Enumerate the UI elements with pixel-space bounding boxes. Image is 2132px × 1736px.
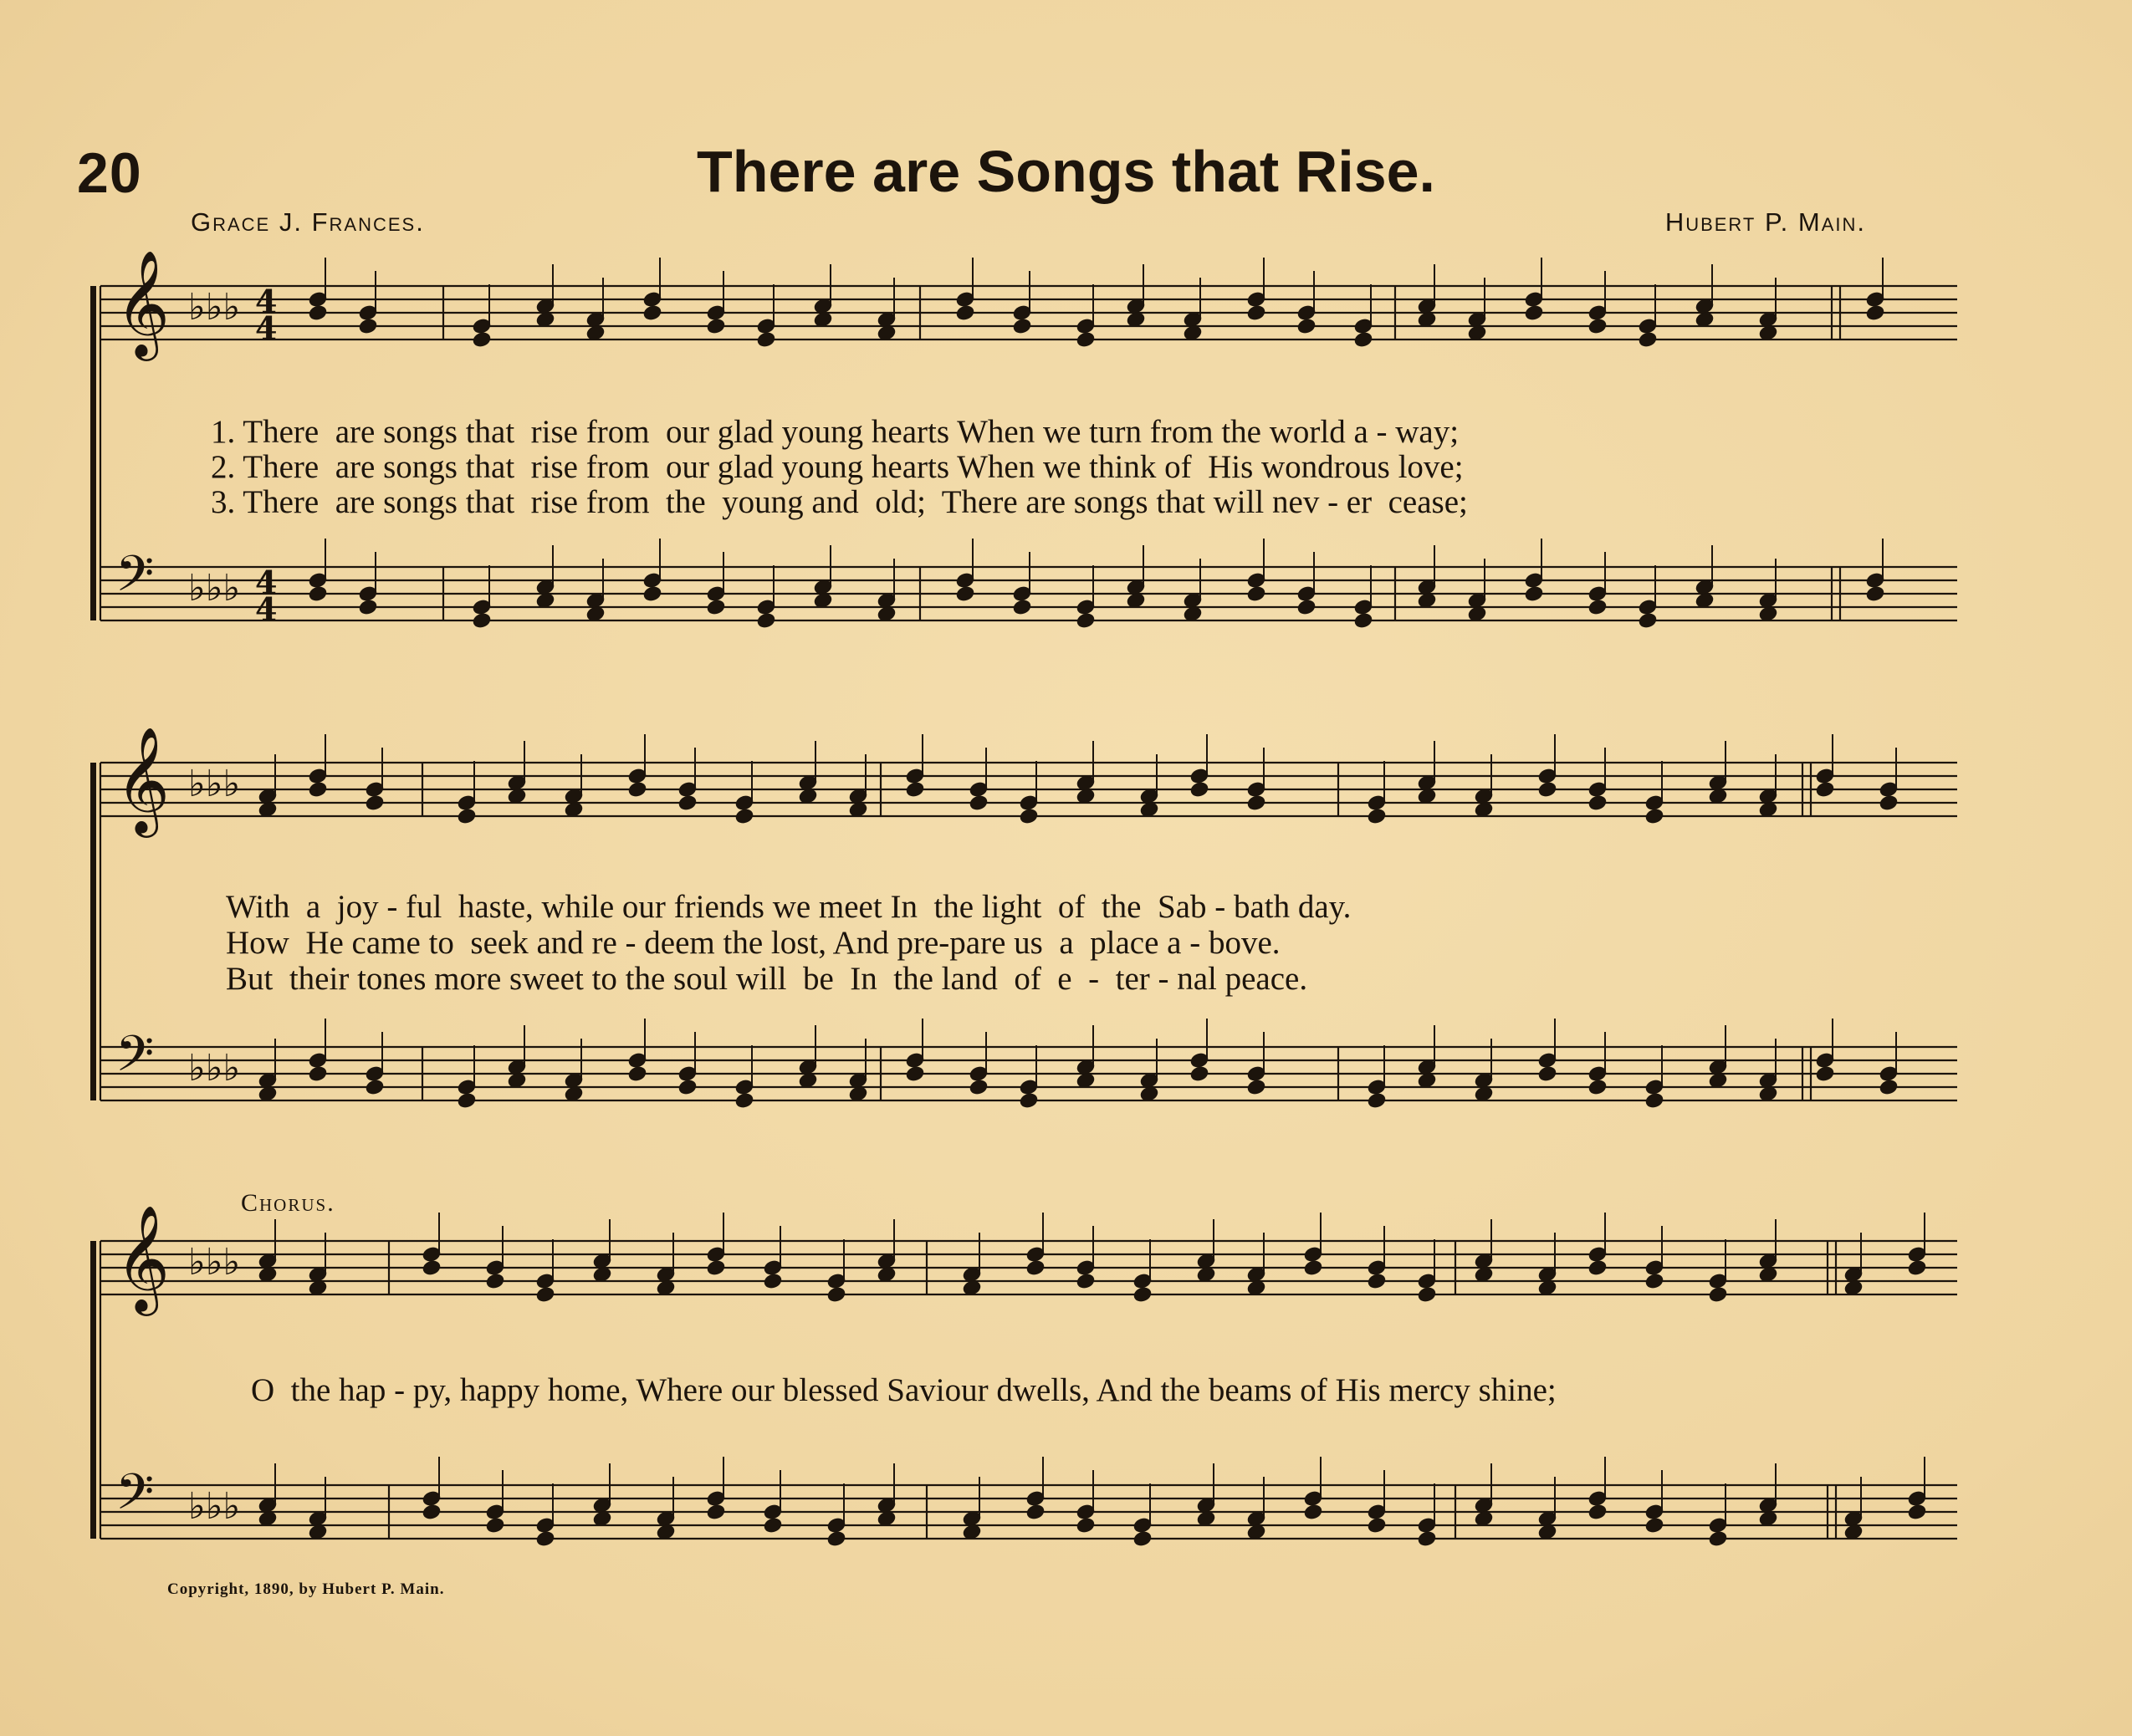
note-head bbox=[1638, 331, 1658, 349]
note-head bbox=[1815, 1065, 1835, 1083]
note-head bbox=[1524, 585, 1544, 603]
note-head bbox=[1907, 1504, 1927, 1521]
chorus-label: Chorus. bbox=[241, 1189, 335, 1217]
time-signature: 4 bbox=[255, 564, 278, 601]
note-head bbox=[1708, 1530, 1728, 1548]
treble-clef: 𝄞 bbox=[115, 1204, 171, 1311]
note-head bbox=[1076, 612, 1096, 630]
note-head bbox=[1587, 1259, 1608, 1277]
lyricist-credit: Grace J. Frances. bbox=[191, 207, 425, 237]
note-head bbox=[677, 1079, 698, 1096]
bass-clef: 𝄢 bbox=[115, 1024, 155, 1095]
note-head bbox=[1907, 1259, 1927, 1277]
note-head bbox=[1644, 808, 1664, 825]
note-head bbox=[1367, 1092, 1387, 1110]
note-head bbox=[1246, 585, 1266, 603]
note-head bbox=[1012, 599, 1032, 616]
note-head bbox=[1879, 794, 1899, 812]
note-head bbox=[756, 612, 776, 630]
composer-credit: Hubert P. Main. bbox=[1664, 207, 1866, 237]
note-head bbox=[1246, 304, 1266, 322]
note-head bbox=[422, 1259, 442, 1277]
system-bracket bbox=[90, 763, 96, 1100]
note-head bbox=[1708, 1286, 1728, 1304]
time-signature: 4 bbox=[255, 590, 278, 628]
hymn-title: There are Songs that Rise. bbox=[696, 139, 1436, 204]
system-bracket bbox=[90, 286, 96, 620]
note-head bbox=[1638, 612, 1658, 630]
note-head bbox=[1537, 781, 1557, 799]
note-head bbox=[955, 304, 975, 322]
note-head bbox=[472, 331, 492, 349]
note-head bbox=[358, 599, 378, 616]
verse2-line2: How He came to seek and re - deem the lost, And pre-pare us a place a - bove. bbox=[226, 925, 1281, 961]
note-head bbox=[627, 781, 647, 799]
note-head bbox=[365, 1079, 385, 1096]
note-head bbox=[1879, 1079, 1899, 1096]
copyright-notice: Copyright, 1890, by Hubert P. Main. bbox=[167, 1580, 445, 1598]
note-head bbox=[1246, 794, 1266, 812]
note-head bbox=[1025, 1259, 1046, 1277]
note-head bbox=[1587, 318, 1608, 335]
treble-clef: 𝄞 bbox=[115, 249, 171, 356]
note-head bbox=[1246, 1079, 1266, 1096]
note-head bbox=[734, 1092, 754, 1110]
note-head bbox=[457, 808, 477, 825]
key-signature: ♭♭♭ bbox=[188, 286, 241, 329]
note-head bbox=[905, 1065, 925, 1083]
note-head bbox=[1296, 318, 1317, 335]
note-head bbox=[1303, 1259, 1323, 1277]
bass-clef: 𝄢 bbox=[115, 1463, 155, 1533]
note-head bbox=[1132, 1286, 1153, 1304]
note-head bbox=[308, 304, 328, 322]
note-head bbox=[1076, 1517, 1096, 1534]
note-head bbox=[1076, 1273, 1096, 1290]
note-head bbox=[1353, 612, 1373, 630]
system-bracket bbox=[90, 1241, 96, 1539]
note-head bbox=[969, 1079, 989, 1096]
note-head bbox=[1019, 808, 1039, 825]
note-head bbox=[308, 781, 328, 799]
note-head bbox=[485, 1273, 505, 1290]
note-head bbox=[1644, 1517, 1664, 1534]
note-head bbox=[706, 318, 726, 335]
note-head bbox=[358, 318, 378, 335]
verse1-line2: With a joy - ful haste, while our friends we meet In the light of the Sab - bath day. bbox=[226, 889, 1352, 925]
note-head bbox=[485, 1517, 505, 1534]
note-head bbox=[826, 1286, 846, 1304]
key-signature: ♭♭♭ bbox=[188, 1047, 241, 1090]
note-head bbox=[365, 794, 385, 812]
note-head bbox=[763, 1273, 783, 1290]
note-head bbox=[422, 1504, 442, 1521]
note-head bbox=[677, 794, 698, 812]
note-head bbox=[1587, 1504, 1608, 1521]
note-head bbox=[1019, 1092, 1039, 1110]
note-head bbox=[1303, 1504, 1323, 1521]
note-head bbox=[706, 1259, 726, 1277]
note-head bbox=[457, 1092, 477, 1110]
key-signature: ♭♭♭ bbox=[188, 763, 241, 805]
note-head bbox=[955, 585, 975, 603]
note-head bbox=[1012, 318, 1032, 335]
treble-clef: 𝄞 bbox=[115, 726, 171, 833]
key-signature: ♭♭♭ bbox=[188, 567, 241, 610]
note-head bbox=[706, 599, 726, 616]
note-head bbox=[826, 1530, 846, 1548]
note-head bbox=[642, 585, 662, 603]
note-head bbox=[1353, 331, 1373, 349]
verse2-line1: 2. There are songs that rise from our glad young hearts When we think of His wondrous love; bbox=[211, 449, 1464, 485]
note-head bbox=[308, 585, 328, 603]
note-head bbox=[1587, 1079, 1608, 1096]
note-head bbox=[627, 1065, 647, 1083]
note-head bbox=[535, 1530, 555, 1548]
verse3-line1: 3. There are songs that rise from the young and old; There are songs that will nev - er cease; bbox=[211, 484, 1468, 520]
page-number: 20 bbox=[77, 141, 142, 205]
note-head bbox=[1367, 1517, 1387, 1534]
note-head bbox=[535, 1286, 555, 1304]
note-head bbox=[1025, 1504, 1046, 1521]
note-head bbox=[1587, 794, 1608, 812]
note-head bbox=[756, 331, 776, 349]
note-head bbox=[734, 808, 754, 825]
note-head bbox=[1076, 331, 1096, 349]
note-head bbox=[1417, 1530, 1437, 1548]
note-head bbox=[1524, 304, 1544, 322]
note-head bbox=[706, 1504, 726, 1521]
note-head bbox=[763, 1517, 783, 1534]
key-signature: ♭♭♭ bbox=[188, 1485, 241, 1528]
note-head bbox=[969, 794, 989, 812]
note-head bbox=[1367, 1273, 1387, 1290]
key-signature: ♭♭♭ bbox=[188, 1241, 241, 1284]
time-signature: 4 bbox=[255, 309, 278, 347]
note-head bbox=[308, 1065, 328, 1083]
note-head bbox=[472, 612, 492, 630]
note-head bbox=[1189, 1065, 1209, 1083]
note-head bbox=[905, 781, 925, 799]
bass-clef: 𝄢 bbox=[115, 544, 155, 615]
note-head bbox=[1537, 1065, 1557, 1083]
note-head bbox=[1189, 781, 1209, 799]
note-head bbox=[1815, 781, 1835, 799]
verse3-line2: But their tones more sweet to the soul will be In the land of e - ter - nal peace. bbox=[226, 961, 1308, 997]
note-head bbox=[642, 304, 662, 322]
chorus-line: O the hap - py, happy home, Where our blessed Saviour dwells, And the beams of His mercy shine; bbox=[251, 1372, 1557, 1408]
verse1-line1: 1. There are songs that rise from our glad young hearts When we turn from the world a - way; bbox=[211, 414, 1460, 450]
time-signature: 4 bbox=[255, 283, 278, 320]
note-head bbox=[1367, 808, 1387, 825]
note-head bbox=[1296, 599, 1317, 616]
note-head bbox=[1132, 1530, 1153, 1548]
note-head bbox=[1865, 585, 1885, 603]
note-head bbox=[1644, 1092, 1664, 1110]
note-head bbox=[1865, 304, 1885, 322]
note-head bbox=[1587, 599, 1608, 616]
note-head bbox=[1644, 1273, 1664, 1290]
note-head bbox=[1417, 1286, 1437, 1304]
